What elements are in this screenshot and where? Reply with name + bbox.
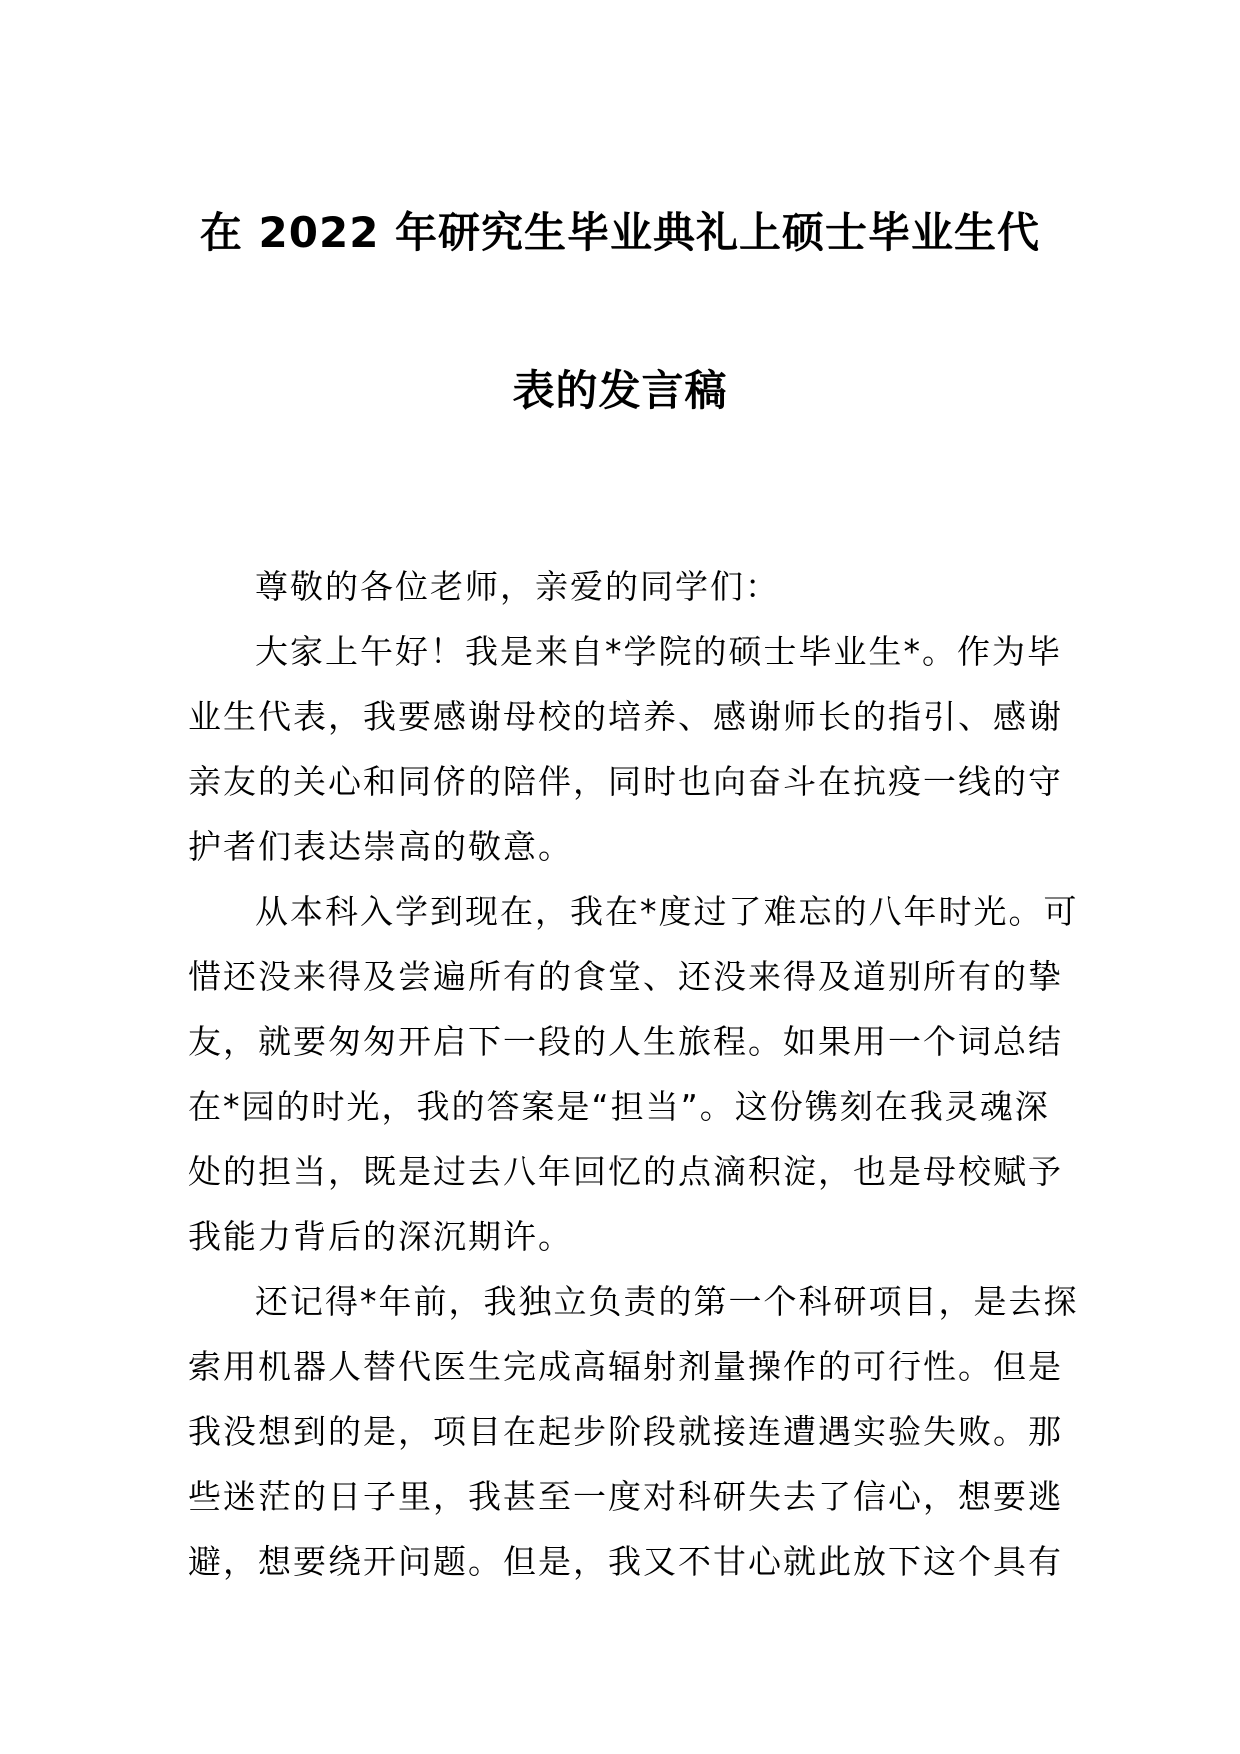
document-body [188,554,1079,1594]
text-line: 索用机器人替代医生完成高辐射剂量操作的可行性。但是 [188,1347,1063,1386]
text-line: 尊敬的各位老师，亲爱的同学们： [255,567,780,606]
text-line: 我能力背后的深沉期许。 [188,1217,573,1256]
text-line: 友，就要匆匆开启下一段的人生旅程。如果用一个词总结 [188,1022,1063,1061]
text-line: 些迷茫的日子里，我甚至一度对科研失去了信心，想要逃 [188,1477,1063,1516]
document-title-line-1: 在 2022 年研究生毕业典礼上硕士毕业生代 [199,208,1041,257]
text-line: 从本科入学到现在，我在*度过了难忘的八年时光。可 [255,892,1079,931]
text-line: 处的担当，既是过去八年回忆的点滴积淀，也是母校赋予 [188,1152,1063,1191]
text-line: 大家上午好！我是来自*学院的硕士毕业生*。作为毕 [255,632,1062,671]
text-line: 我没想到的是，项目在起步阶段就接连遭遇实验失败。那 [188,1412,1063,1451]
document-title-line-2: 表的发言稿 [512,366,728,415]
paragraph-greeting [188,554,1052,619]
text-line: 惜还没来得及尝遍所有的食堂、还没来得及道别所有的挚 [188,957,1063,996]
paragraph-eight-years [188,879,1079,1269]
text-line: 业生代表，我要感谢母校的培养、感谢师长的指引、感谢 [188,697,1063,736]
paragraph-research-project [188,1269,1079,1594]
text-line: 还记得*年前，我独立负责的第一个科研项目，是去探 [255,1282,1079,1321]
text-line: 亲友的关心和同侪的陪伴，同时也向奋斗在抗疫一线的守 [188,762,1063,801]
text-line: 在*园的时光，我的答案是“担当”。这份镌刻在我灵魂深 [188,1087,1050,1126]
text-line: 护者们表达崇高的敬意。 [188,827,573,866]
text-line: 避，想要绕开问题。但是，我又不甘心就此放下这个具有 [188,1542,1063,1581]
paragraph-introduction [188,619,1063,879]
